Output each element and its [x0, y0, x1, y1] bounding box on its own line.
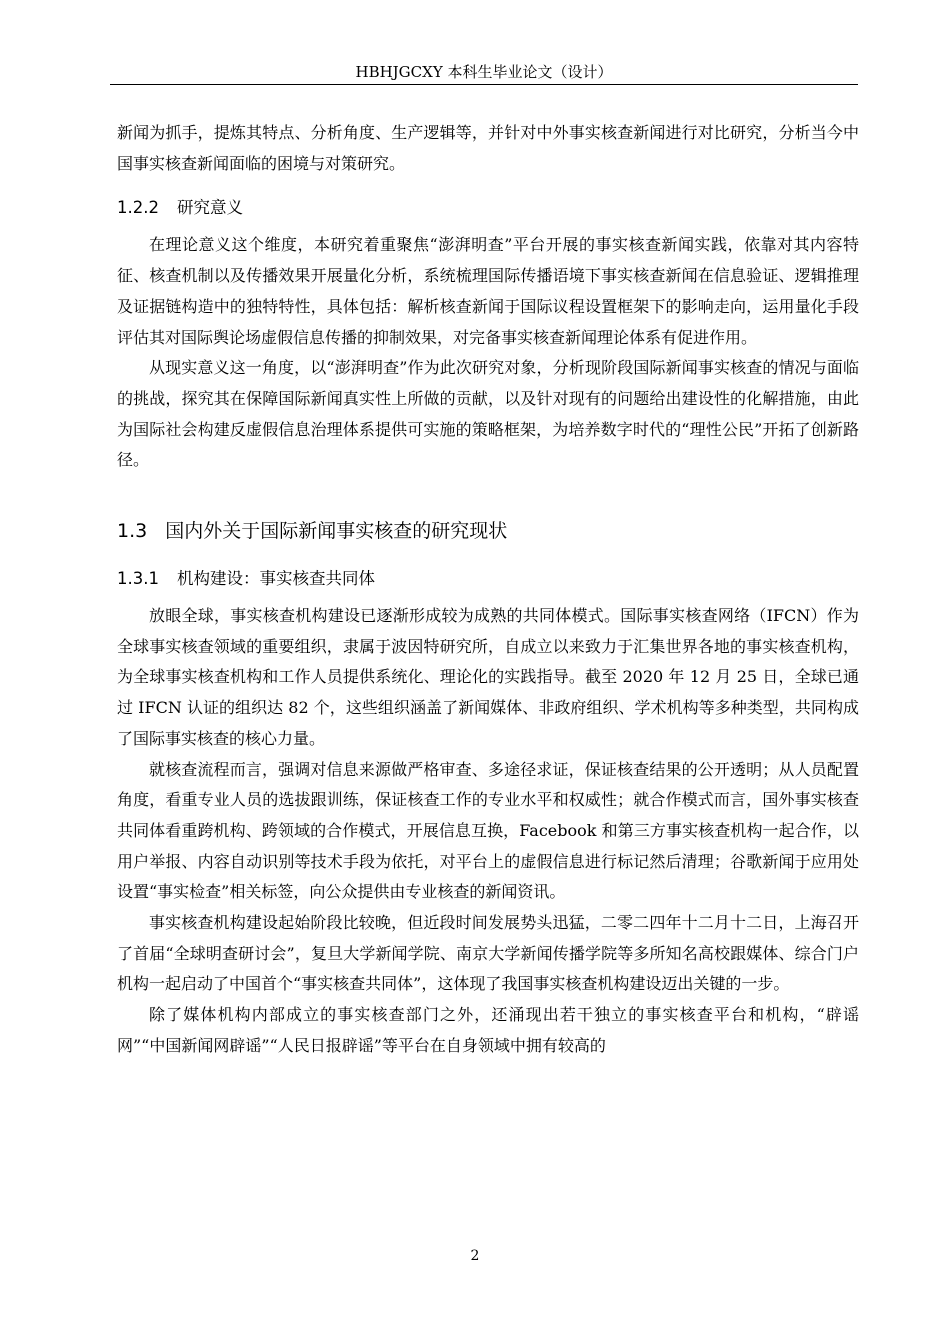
paragraph: 从现实意义这一角度，以“澎湃明查”作为此次研究对象，分析现阶段国际新闻事实核查的情况与面临的挑战，探究其在保障国际新闻真实性上所做的贡献，以及针对现有的问题给出建设性的化解措施，由此为国际社会构建反虚假信息治理体系提供可实施的策略框架，为培养数字时代的“理性公民”开拓了创新路径。 — [117, 358, 859, 470]
header-title: HBHJGCXY 本科生毕业论文（设计） — [355, 63, 613, 81]
page-header — [110, 60, 858, 85]
heading-number: 1.3 — [117, 520, 148, 543]
paragraph: 除了媒体机构内部成立的事实核查部门之外，还涌现出若干独立的事实核查平台和机构，“辟谣网”“中国新闻网辟谣”“人民日报辟谣”等平台在自身领域中拥有较高的 — [117, 1005, 859, 1055]
page-body — [117, 118, 859, 1062]
heading-1-3 — [117, 517, 859, 545]
page-number: 2 — [470, 1248, 480, 1264]
heading-title: 国内外关于国际新闻事实核查的研究现状 — [165, 520, 508, 543]
paragraph: 事实核查机构建设起始阶段比较晚，但近段时间发展势头迅猛，二零二四年十二月十二日，上海召开了首届“全球明查研讨会”，复旦大学新闻学院、南京大学新闻传播学院等多所知名高校跟媒体、综合门户机构一起启动了中国首个“事实核查共同体”，这体现了我国事实核查机构建设迈出关键的一步。 — [117, 913, 859, 994]
heading-1-2-2 — [117, 196, 859, 220]
intro-paragraph: 新闻为抓手，提炼其特点、分析角度、生产逻辑等，并针对中外事实核查新闻进行对比研究，分析当今中国事实核查新闻面临的困境与对策研究。 — [117, 123, 859, 173]
heading-number: 1.3.1 — [117, 569, 159, 589]
paragraph: 放眼全球，事实核查机构建设已逐渐形成较为成熟的共同体模式。国际事实核查网络（IFCN）作为全球事实核查领域的重要组织，隶属于波因特研究所，自成立以来致力于汇集世界各地的事实核查机构，为全球事实核查机构和工作人员提供系统化、理论化的实践指导。截至 2020 年 12 月 25 日，全球已通过 IFCN 认证的组织达 82 个，这些组织涵盖了新闻媒体、非政府组织、学术机构等多种类型，共同构成了国际事实核查的核心力量。 — [117, 606, 859, 748]
heading-title: 研究意义 — [176, 198, 243, 218]
heading-number: 1.2.2 — [117, 198, 159, 218]
heading-1-3-1 — [117, 567, 859, 591]
heading-title: 机构建设：事实核查共同体 — [176, 569, 375, 589]
paragraph: 就核查流程而言，强调对信息来源做严格审查、多途径求证，保证核查结果的公开透明；从人员配置角度，看重专业人员的选拔跟训练，保证核查工作的专业水平和权威性；就合作模式而言，国外事实核查共同体看重跨机构、跨领域的合作模式，开展信息互换，Facebook 和第三方事实核查机构一起合作，以用户举报、内容自动识别等技术手段为依托，对平台上的虚假信息进行标记然后清理；谷歌新闻于应用处设置“事实检查”相关标签，向公众提供由专业核查的新闻资讯。 — [117, 759, 859, 902]
paragraph: 在理论意义这个维度，本研究着重聚焦“澎湃明查”平台开展的事实核查新闻实践，依靠对其内容特征、核查机制以及传播效果开展量化分析，系统梳理国际传播语境下事实核查新闻在信息验证、逻辑推理及证据链构造中的独特特性，具体包括：解析核查新闻于国际议程设置框架下的影响走向，运用量化手段评估其对国际舆论场虚假信息传播的抑制效果，对完备事实核查新闻理论体系有促进作用。 — [117, 235, 859, 347]
